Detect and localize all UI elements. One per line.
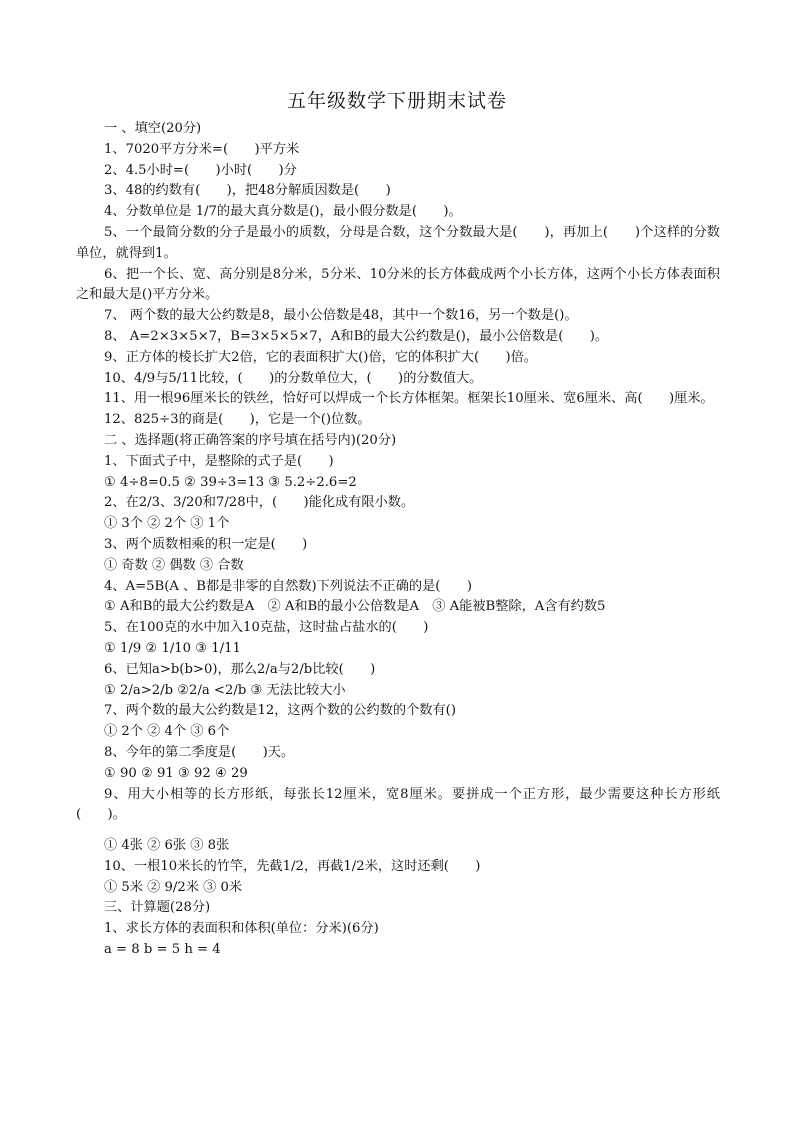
- question-line: 2、在2/3、3/20和7/28中，( )能化成有限小数。: [104, 495, 415, 511]
- options-line: ① 4÷8=0.5 ② 39÷3=13 ③ 5.2÷2.6=2: [104, 474, 357, 490]
- question-line: 10、一根10米长的竹竿，先截1/2，再截1/2米，这时还剩( ): [104, 858, 481, 874]
- question-paragraph: 11、用一根96厘米长的铁丝，恰好可以焊成一个长方体框架。框架长10厘米、宽6厘米、高( )厘米。: [104, 391, 714, 407]
- question-line: 3、两个质数相乘的积一定是( ): [104, 536, 308, 552]
- question-paragraph: 9、用大小相等的长方形纸，每张长12厘米，宽8厘米。要拼成一个正方形，最少需要这种长方形纸( )。: [76, 786, 720, 823]
- question-line: 8、今年的第二季度是( )天。: [104, 744, 295, 760]
- options-line: ① 5米 ② 9/2米 ③ 0米: [104, 879, 243, 895]
- options-line: ① 2个 ② 4个 ③ 6个: [104, 724, 230, 740]
- options-line: ① 2/a>2/b ②2/a <2/b ③ 无法比较大小: [104, 682, 346, 698]
- question-line: 5、在100克的水中加入10克盐，这时盐占盐水的( ): [104, 620, 429, 636]
- section-heading-choice: 二 、选择题(将正确答案的序号填在括号内)(20分): [104, 432, 397, 448]
- options-line: ① A和B的最大公约数是A ② A和B的最小公倍数是A ③ A能被B整除，A含有约数5: [104, 599, 606, 615]
- options-line: ① 1/9 ② 1/10 ③ 1/11: [104, 640, 241, 656]
- question-line: 7、 两个数的最大公约数是8，最小公倍数是48，其中一个数16，另一个数是()。: [104, 308, 578, 324]
- question-line: 1、求长方体的表面积和体积(单位：分米)(6分): [104, 921, 379, 937]
- options-line: ① 90 ② 91 ③ 92 ④ 29: [104, 765, 248, 781]
- options-line: ① 4张 ② 6张 ③ 8张: [104, 838, 230, 854]
- question-line: 9、正方体的棱长扩大2倍，它的表面积扩大()倍，它的体积扩大( )倍。: [104, 349, 537, 365]
- question-line: 1、下面式子中，是整除的式子是( ): [104, 453, 334, 469]
- question-line: 8、 A=2×3×5×7，B=3×5×5×7，A和B的最大公约数是()，最小公倍数是( )。: [104, 328, 609, 344]
- section-heading-fill-blank: 一 、填空(20分): [104, 121, 202, 136]
- question-paragraph: 5、一个最简分数的分子是最小的质数，分母是合数，这个分数最大是( )，再加上( )个这样的分数单位，就得到1。: [76, 224, 720, 261]
- question-line: 2、4.5小时=( )小时( )分: [104, 162, 297, 178]
- question-paragraph: 6、把一个长、宽、高分别是8分米，5分米、10分米的长方体截成两个小长方体，这两个小长方体表面积之和最大是()平方分米。: [76, 266, 720, 303]
- page-title: 五年级数学下册期末试卷: [286, 90, 507, 112]
- question-line: 12、825÷3的商是( )，它是一个()位数。: [104, 412, 371, 428]
- options-line: ① 3个 ② 2个 ③ 1个: [104, 516, 230, 532]
- formula-line: a = 8 b = 5 h = 4: [104, 942, 221, 958]
- question-line: 3、48的约数有( )，把48分解质因数是( ): [104, 183, 391, 199]
- options-line: ① 奇数 ② 偶数 ③ 合数: [104, 557, 244, 573]
- question-line: 6、已知a>b(b>0)，那么2/a与2/b比较( ): [104, 661, 376, 677]
- exam-content: [76, 119, 720, 961]
- question-line: 7、两个数的最大公约数是12，这两个数的公约数的个数有(): [104, 703, 456, 719]
- section-heading-calculation: 三、计算题(28分): [104, 900, 211, 916]
- question-line: 1、7020平方分米=( )平方米: [104, 141, 300, 157]
- question-line: 4、A=5B(A 、B都是非零的自然数)下列说法不正确的是( ): [104, 578, 472, 594]
- spacer: [76, 826, 720, 836]
- question-line: 10、4/9与5/11比较，( )的分数单位大，( )的分数值大。: [104, 370, 483, 386]
- question-line: 4、分数单位是 1/7的最大真分数是()，最小假分数是( )。: [104, 204, 462, 220]
